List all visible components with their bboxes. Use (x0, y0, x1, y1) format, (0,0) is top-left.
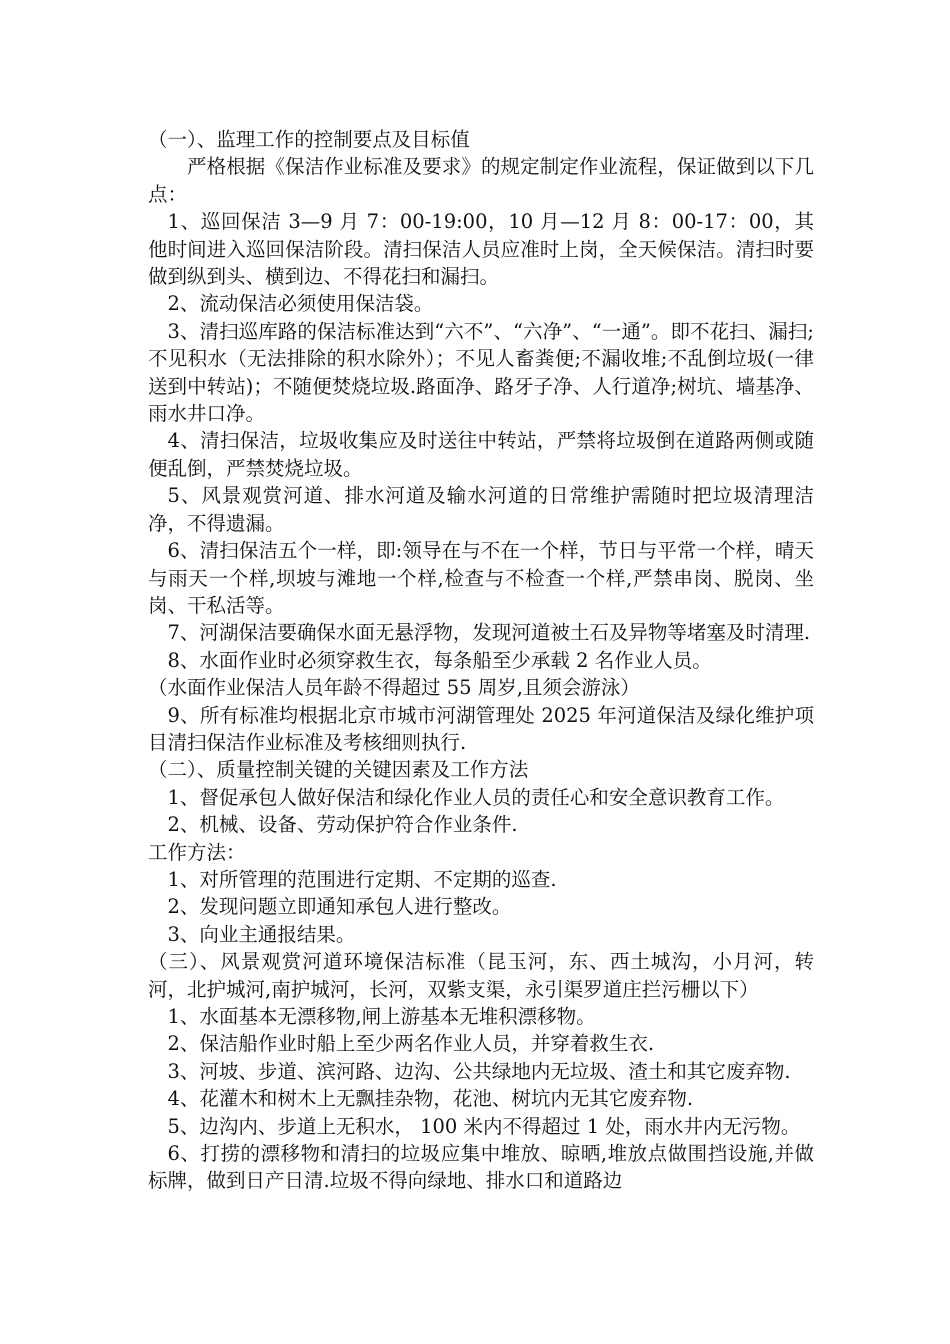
section-1-item-5: 5、风景观赏河道、排水河道及输水河道的日常维护需随时把垃圾清理洁净，不得遗漏。 (148, 484, 814, 535)
section-1-item-2: 2、流动保洁必须使用保洁袋。 (167, 292, 434, 316)
section-3-item-1: 1、水面基本无漂移物,闸上游基本无堆积漂移物。 (167, 1005, 596, 1028)
section-2-method-3: 3、向业主通报结果。 (167, 922, 356, 946)
section-1-item-6: 6、清扫保洁五个一样，即:领导在与不在一个样，节日与平常一个样，晴天与雨天一个样,坝坡与滩地一个样,检查与不检查一个样,严禁串岗、脱岗、坐岗、干私活等。 (148, 539, 814, 617)
section-3-item-4: 4、花灌木和树木上无飘挂杂物，花池、树坑内无其它废弃物. (167, 1087, 694, 1111)
document-body (148, 126, 814, 1195)
section-1-item-8: 8、水面作业时必须穿救生衣，每条船至少承载 2 名作业人员。 (167, 648, 712, 672)
section-1-item-8-note: （水面作业保洁人员年龄不得超过 55 周岁,且须会游泳） (148, 676, 640, 700)
section-1-item-9: 9、所有标准均根据北京市城市河湖管理处 2025 年河道保洁及绿化维护项目清扫保洁作业标准及考核细则执行. (148, 703, 814, 754)
section-2-method-2: 2、发现问题立即通知承包人进行整改。 (167, 895, 512, 919)
section-2-title: （二）、质量控制关键的关键因素及工作方法 (148, 758, 529, 782)
section-3-item-6: 6、打捞的漂移物和清扫的垃圾应集中堆放、晾晒,堆放点做围挡设施,并做标牌，做到日产日清.垃圾不得向绿地、排水口和道路边 (148, 1142, 814, 1193)
section-1-item-7: 7、河湖保洁要确保水面无悬浮物，发现河道被土石及异物等堵塞及时清理. (167, 621, 811, 645)
section-3-item-2: 2、保洁船作业时船上至少两名作业人员，并穿着救生衣. (167, 1032, 655, 1056)
section-2-method-label: 工作方法： (148, 840, 246, 864)
section-1-item-3: 3、清扫巡库路的保洁标准达到“六不”、“六净”、“一通”。即不花扫、漏扫;不见积水（无法排除的积水除外）；不见人畜粪便;不漏收堆;不乱倒垃圾(一律送到中转站)；不随便焚烧垃圾.路面净、路牙子净、人行道净;树坑、墙基净、雨水井口净。 (148, 319, 814, 426)
section-2-item-2: 2、机械、设备、劳动保护符合作业条件. (167, 813, 518, 837)
section-3-item-5: 5、边沟内、步道上无积水， 100 米内不得超过 1 处，雨水井内无污物。 (167, 1114, 801, 1138)
section-3-title: （三）、风景观赏河道环境保洁标准（昆玉河，东、西土城沟，小月河，转河，北护城河,南护城河，长河，双紫支渠，永引渠罗道庄拦污栅以下） (148, 950, 814, 1001)
section-2-item-1: 1、督促承包人做好保洁和绿化作业人员的责任心和安全意识教育工作。 (167, 785, 785, 809)
section-1-title: （一）、监理工作的控制要点及目标值 (148, 128, 470, 151)
section-1-item-4: 4、清扫保洁，垃圾收集应及时送往中转站，严禁将垃圾倒在道路两侧或随便乱倒，严禁焚烧垃圾。 (148, 429, 814, 480)
section-3-item-3: 3、河坡、步道、滨河路、边沟、公共绿地内无垃圾、渣土和其它废弃物. (167, 1059, 791, 1083)
section-2-method-1: 1、对所管理的范围进行定期、不定期的巡查. (167, 867, 557, 891)
section-1-item-1: 1、巡回保洁 3—9 月 7：00-19:00，10 月—12 月 8：00-17：00，其他时间进入巡回保洁阶段。清扫保洁人员应准时上岗，全天候保洁。清扫时要做到纵到头、横到边、不得花扫和漏扫。 (148, 210, 814, 289)
section-1-intro: 严格根据《保洁作业标准及要求》的规定制定作业流程，保证做到以下几点： (148, 155, 814, 206)
